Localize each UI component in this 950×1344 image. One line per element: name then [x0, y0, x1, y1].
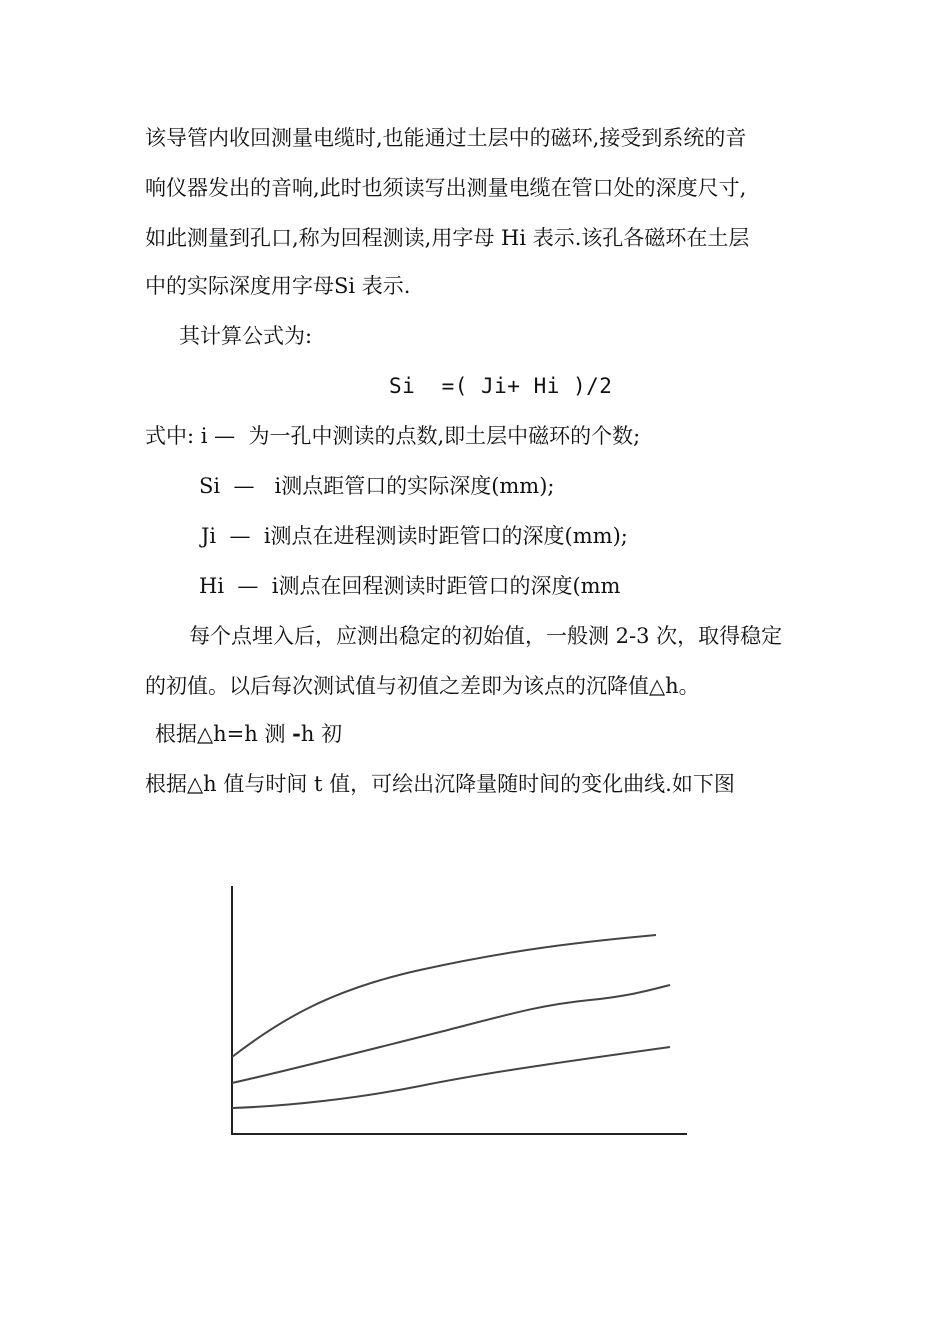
curve-intro: 根据△h 值与时间 t 值，可绘出沉降量随时间的变化曲线.如下图 [145, 772, 735, 796]
formula-intro: 其计算公式为: [179, 324, 313, 348]
definition-ji: Ji — i测点在进程测读时距管口的深度(mm); [201, 524, 628, 548]
paragraph-1-line-4: 中的实际深度用字母Si 表示. [145, 274, 411, 298]
paragraph-1-line-3: 如此测量到孔口,称为回程测读,用字母 Hi 表示.该孔各磁环在土层 [145, 226, 750, 250]
relation-minus: - [292, 721, 301, 746]
relation-suffix: h 初 [300, 722, 343, 746]
paragraph-1-line-2: 响仪器发出的音响,此时也须读写出测量电缆在管口处的深度尺寸, [145, 176, 747, 200]
paragraph-2-line-1: 每个点埋入后，应测出稳定的初始值，一般测 2-3 次，取得稳定 [189, 624, 783, 648]
curve-upper [232, 935, 656, 1057]
curve-middle [232, 985, 670, 1083]
relation-prefix: 根据△h=h 测 [155, 722, 293, 746]
paragraph-2-line-2: 的初值。以后每次测试值与初值之差即为该点的沉降值△h。 [145, 674, 700, 698]
definition-si: Si — i测点距管口的实际深度(mm); [199, 474, 555, 498]
relation-formula [155, 720, 342, 748]
curve-lower [232, 1047, 670, 1108]
formula: Si =( Ji+ Hi )/2 [389, 374, 613, 398]
definition-lead: 式中: i — 为一孔中测读的点数,即土层中磁环的个数; [145, 424, 641, 448]
paragraph-1-line-1: 该导管内收回测量电缆时,也能通过土层中的磁环,接受到系统的音 [145, 126, 747, 150]
definition-hi: Hi — i测点在回程测读时距管口的深度(mm [199, 574, 621, 598]
settlement-curve-figure [220, 880, 700, 1150]
